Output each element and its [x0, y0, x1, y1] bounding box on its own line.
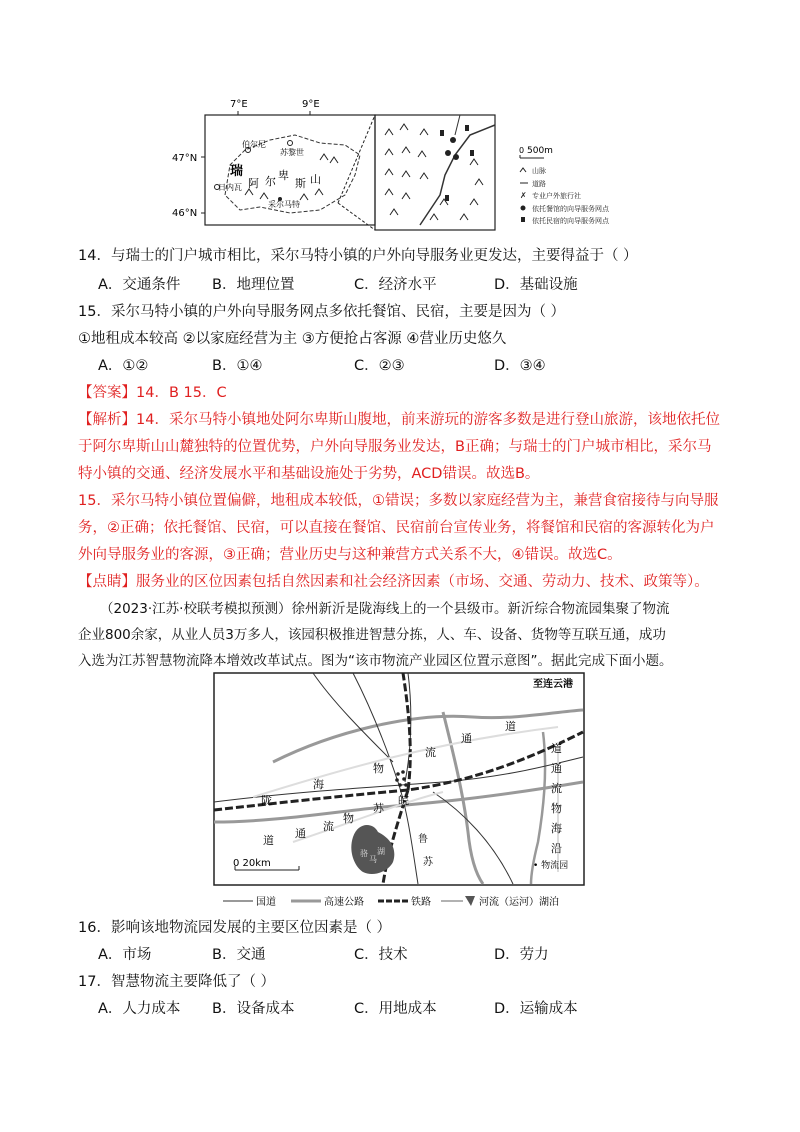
lat-label-47n: 47°N [172, 153, 198, 164]
passage-line: 企业800余家，从业人员3万多人，该园积极推进智慧分拣，人、车、设备、货物等互联互通，成功 [78, 627, 666, 643]
corridor-char: 流 [551, 782, 562, 795]
corridor-char: 物 [343, 812, 354, 825]
lon-label-7e: 7°E [230, 99, 248, 110]
q15-option-c[interactable]: C．②③ [354, 358, 405, 374]
analysis-line: 特小镇的交通、经济发展水平和基础设施处于劣势，ACD错误。故选B。 [78, 466, 540, 482]
passage-line: （2023·江苏·校联考模拟预测）徐州新沂是陇海线上的一个县级市。新沂综合物流园集聚了物流 [100, 601, 670, 617]
q14-option-a[interactable]: A．交通条件 [98, 277, 181, 293]
q16-option-b[interactable]: B．交通 [212, 947, 266, 963]
alps-char: 尔 [265, 175, 276, 188]
q16-option-d[interactable]: D．劳力 [494, 947, 549, 963]
tip-line: 【点睛】服务业的区位因素包括自然因素和社会经济因素（市场、交通、劳动力、技术、政策等）。 [78, 574, 709, 590]
province-char: 苏 [423, 857, 433, 868]
q15-option-d[interactable]: D．③④ [494, 358, 546, 374]
city-geneva: 日内瓦 [218, 183, 242, 192]
analysis-line: 外向导服务业的客源，③正确；营业历史与这种兼营方式关系不大，④错误。故选C。 [78, 547, 622, 563]
q14-option-b[interactable]: B．地理位置 [212, 277, 295, 293]
q16-option-a[interactable]: A．市场 [98, 947, 152, 963]
corridor-char: 流 [425, 746, 436, 759]
analysis-line: 于阿尔卑斯山山麓独特的位置优势，户外向导服务业发达，B正确；与瑞士的门户城市相比，采尔马 [78, 439, 712, 455]
q15-stem: 15．采尔马特小镇的户外向导服务网点多依托餐馆、民宿，主要是因为（ ） [78, 304, 566, 320]
legend-national-road: 国道 [256, 897, 276, 908]
switzerland-map [170, 95, 610, 240]
corridor-char: 沿 [551, 842, 562, 855]
legend-mountain: 山脉 [532, 167, 546, 175]
q17-option-c[interactable]: C．用地成本 [354, 1001, 437, 1017]
analysis-line: 15．采尔马特小镇位置偏僻，地租成本较低，①错误；多数以家庭经营为主，兼营食宿接待与向导服 [78, 493, 719, 509]
q15-option-a[interactable]: A．①② [98, 358, 149, 374]
corridor-char: 通 [461, 732, 472, 745]
analysis-line: 【解析】14．采尔马特小镇地处阿尔卑斯山腹地，前来游玩的游客多数是进行登山旅游，该地依托位 [78, 412, 720, 428]
legend-agency: 专业户外旅行社 [532, 192, 581, 200]
q15-statements: ①地租成本较高 ②以家庭经营为主 ③方便抢占客源 ④营业历史悠久 [78, 331, 507, 347]
answer-line: 【答案】14．B 15．C [78, 385, 227, 401]
corridor-char: 物 [551, 802, 562, 815]
q14-option-c[interactable]: C．经济水平 [354, 277, 437, 293]
logistics-map [213, 672, 588, 912]
alps-char: 山 [310, 173, 321, 186]
corridor-char: 海 [313, 778, 324, 791]
corridor-char: 皖 [398, 794, 409, 807]
passage-line: 入选为江苏智慧物流降本增效改革试点。图为“该市物流产业园区位置示意图”。据此完成下面小题。 [78, 653, 673, 669]
map1-scale: 500m [527, 146, 553, 156]
alps-char: 阿 [248, 177, 259, 190]
corridor-char: 物 [373, 762, 384, 775]
city-zurich: 苏黎世 [280, 148, 304, 157]
legend-restaurant-point: 依托餐馆的向导服务网点 [532, 205, 609, 213]
city-bern: 伯尔尼 [242, 140, 266, 149]
corridor-char: 流 [323, 820, 334, 833]
alps-char: 斯 [295, 177, 306, 190]
lon-label-9e: 9°E [302, 99, 320, 110]
legend-road: 道路 [532, 180, 546, 188]
q14-option-d[interactable]: D．基础设施 [494, 277, 578, 293]
legend-homestay-point: 依托民宿的向导服务网点 [532, 217, 609, 225]
q17-option-b[interactable]: B．设备成本 [212, 1001, 295, 1017]
corridor-char: 道 [263, 834, 274, 847]
to-lianyungang-label: 至连云港 [533, 679, 573, 690]
q17-option-d[interactable]: D．运输成本 [494, 1001, 578, 1017]
svg-text:0: 0 [519, 146, 525, 155]
lake-char: 马 [369, 855, 377, 864]
corridor-char: 通 [295, 827, 306, 840]
city-zermatt: 采尔马特 [268, 200, 300, 209]
corridor-char: 苏 [373, 802, 384, 815]
legend-expressway: 高速公路 [324, 897, 364, 908]
legend-railway: 铁路 [411, 897, 431, 908]
map2-scale: 0 20km [233, 858, 271, 869]
corridor-char: 道 [551, 742, 562, 755]
corridor-char: 海 [551, 822, 562, 835]
alps-char: 卑 [278, 169, 289, 182]
q17-stem: 17．智慧物流主要降低了（ ） [78, 974, 276, 990]
q14-stem: 14．与瑞士的门户城市相比，采尔马特小镇的户外向导服务业更发达，主要得益于（ ） [78, 248, 638, 264]
logistics-park-label: • 物流园 [533, 861, 569, 871]
legend-river-lake: 河流（运河）湖泊 [479, 897, 559, 908]
corridor-char: 通 [551, 762, 562, 775]
province-char: 鲁 [418, 834, 428, 845]
corridor-char: 道 [505, 720, 516, 733]
lake-char: 骆 [360, 849, 368, 858]
q17-option-a[interactable]: A．人力成本 [98, 1001, 181, 1017]
corridor-char: 陇 [261, 794, 272, 807]
svg-text:✗: ✗ [520, 191, 527, 200]
analysis-line: 务，②正确；依托餐馆、民宿，可以直接在餐馆、民宿前台宣传业务，将餐馆和民宿的客源转化为户 [78, 520, 715, 536]
country-char: 瑞 [230, 164, 244, 179]
lat-label-46n: 46°N [172, 208, 198, 219]
q16-stem: 16．影响该地物流园发展的主要区位因素是（ ） [78, 920, 392, 936]
q15-option-b[interactable]: B．①④ [212, 358, 263, 374]
lake-char: 湖 [377, 847, 385, 856]
q16-option-c[interactable]: C．技术 [354, 947, 408, 963]
